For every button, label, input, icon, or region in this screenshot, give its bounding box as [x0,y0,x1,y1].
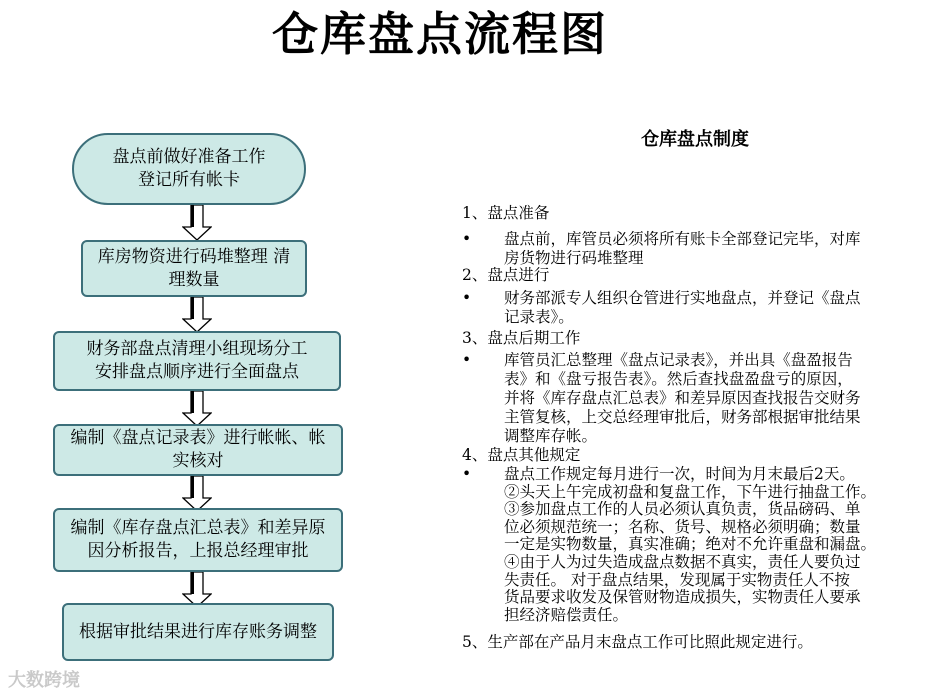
flow-step-1 [72,133,306,205]
watermark-logo: 大数跨境 [8,670,80,691]
bullet-line: 盘点前，库管员必须将所有账卡全部登记完毕，对库 [504,230,861,248]
flow-step-6 [62,603,334,661]
bullet-line: 货品要求收发及保管财物造成损失，实物责任人要承 [504,588,861,607]
section-bullet [462,230,936,268]
flow-step-1-line1: 盘点前做好准备工作 [112,147,266,167]
flow-arrow-4 [182,476,212,512]
flow-step-5 [53,508,343,572]
bullet-line: 表》和《盘亏报告表》。然后查找盘盈盘亏的原因， [504,370,853,388]
bullet-line: 位必须规范统一；名称、货号、规格必须明确；数量 [504,517,861,536]
bullet-line: 失责任。 对于盘点结果，发现属于实物责任人不按 [504,570,850,589]
flow-arrow-2 [182,297,212,333]
section-bullet [462,466,936,624]
section-heading: 4、盘点其他规定 [462,446,581,464]
rules-section-4 [462,446,936,624]
flow-step-5-line1: 编制《库存盘点汇总表》和差异原 [70,518,326,538]
section-heading: 1、盘点准备 [462,204,550,222]
flow-step-4 [53,424,343,476]
bullet-line: ③参加盘点工作的人员必须认真负责，货品磅码、单 [504,500,861,519]
section-heading: 2、盘点进行 [462,266,550,284]
section-heading: 3、盘点后期工作 [462,329,581,347]
page-title: 仓库盘点流程图 [272,7,608,61]
bullet-line: 财务部派专人组织仓管进行实地盘点，并登记《盘点 [504,289,861,307]
bullet-line: 记录表》。 [504,308,574,326]
flow-arrow-1 [182,205,212,241]
bullet-dot: • [462,351,472,369]
bullet-dot: • [462,289,472,307]
bullet-line: 房货物进行码堆整理 [504,249,644,267]
flow-step-3 [53,331,341,391]
flow-step-5-line2: 因分析报告，上报总经理审批 [87,541,309,561]
rules-section-1 [462,204,936,268]
bullet-dot: • [462,230,472,248]
section-bullet [462,289,936,327]
flow-step-4-line1: 编制《盘点记录表》进行帐帐、帐 [70,428,326,448]
rules-section-5 [462,633,936,652]
section-heading: 5、生产部在产品月末盘点工作可比照此规定进行。 [462,633,813,651]
bullet-line: 盘点工作规定每月进行一次，时间为月末最后2天。 [504,465,855,483]
bullet-line: ④由于人为过失造成盘点数据不真实，责任人要负过 [504,552,861,571]
flow-step-4-line2: 实核对 [172,451,224,471]
bullet-dot: • [462,465,472,483]
bullet-line: 主管复核，上交总经理审批后，财务部根据审批结果 [504,408,861,426]
flow-step-3-line2: 安排盘点顺序进行全面盘点 [95,362,299,382]
flow-step-6-line1: 根据审批结果进行库存账务调整 [79,621,317,642]
flow-arrow-3 [182,391,212,427]
bullet-line: 调整库存帐。 [504,427,598,445]
flow-step-2-line1: 库房物资进行码堆整理 清 [97,246,291,267]
bullet-line: ②头天上午完成初盘和复盘工作，下午进行抽盘工作。 [504,482,877,501]
flow-step-1-line2: 登记所有帐卡 [138,170,240,190]
flow-step-2-line2: 理数量 [168,269,220,290]
rules-section-3 [462,329,936,446]
bullet-line: 担经济赔偿责任。 [504,605,629,624]
rules-section-2 [462,266,936,327]
bullet-line: 库管员汇总整理《盘点记录表》，并出具《盘盈报告 [504,351,853,369]
bullet-line: 一定是实物数量，真实准确；绝对不允许重盘和漏盘。 [504,535,877,554]
rules-title: 仓库盘点制度 [641,129,749,150]
flow-step-3-line1: 财务部盘点清理小组现场分工 [86,339,308,359]
bullet-line: 并将《库存盘点汇总表》和差异原因查找报告交财务 [504,389,861,407]
section-bullet [462,351,936,446]
flow-step-2 [81,240,307,297]
